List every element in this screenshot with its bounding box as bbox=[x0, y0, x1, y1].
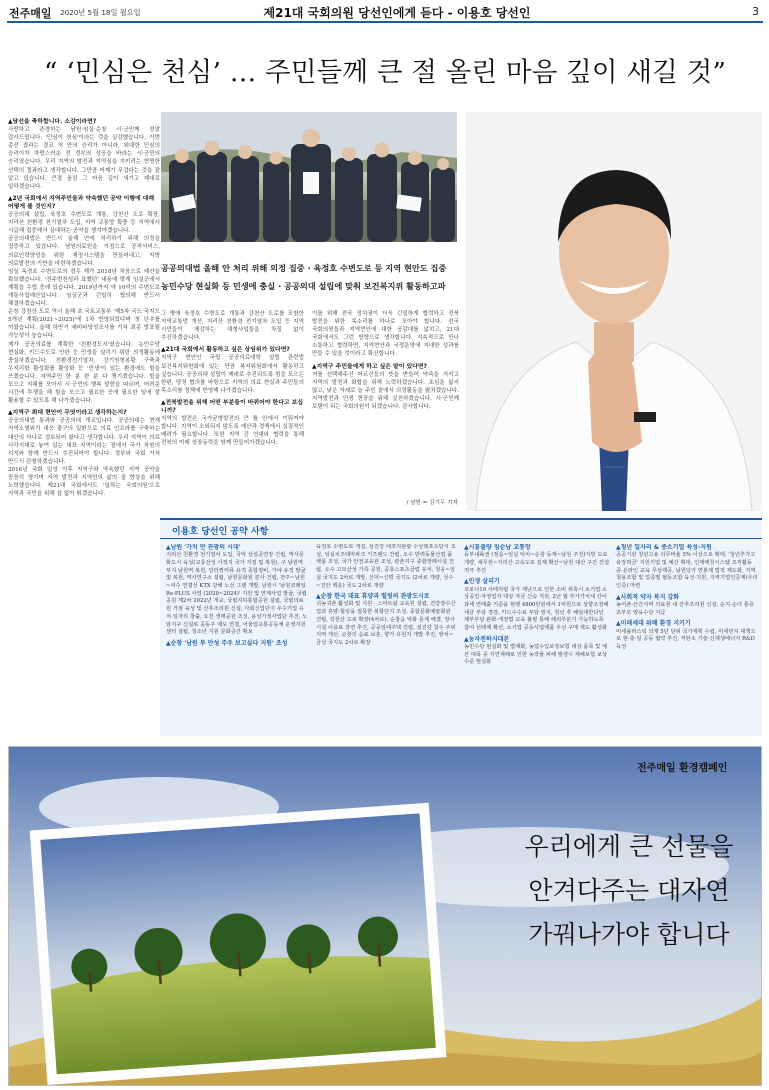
pledge-5-title: ▲시흥불량 임순남 교통망 bbox=[464, 544, 531, 551]
pledge-column-3 bbox=[464, 544, 610, 734]
question-2: ▲2년 국회에서 지역주민들과 약속했던 공약 이행에 대해 어떻게 볼 것인지? bbox=[8, 195, 155, 210]
headline: “ ‘민심은 천심’ … 주민들께 큰 절 올린 마음 깊이 새길 것” bbox=[43, 57, 727, 88]
pledge-2-title: ▲순창 '남원 투 안성 주우 보고싶다 지원' 조성 bbox=[166, 639, 288, 647]
pledge-3-body: 육정호 수변도로 개설, 섬진강 에코지관광 수상레포츠단지 조성, 임실치즈테마파크 키즈랜드 건립, 오수 반려동물산업 플랫폼 조성, 국가 안전교육원 조성, 관촌지구 종합장례시설 건립, 오수 고모산성 가족 공원, 공룡스포츠클럽 유치, 청웅~임실 국지도 2차로 개발, 신덕~신평 국지도 (2차로 개량, 성수~진안 백운) 국도 2차로 개량 bbox=[316, 544, 456, 589]
pledge-1-title: ▲남원 '가치 만 관광의 시대' bbox=[166, 544, 241, 551]
pledge-6-body: 코로나19 사태처럼 국가 재난으로 인한 소비 위축시 소기업·소상공인·자영업자 대상 자금 신속 지원, 2년 월 부가가치세 간이과세 연매출 기준을 현행 4800만원에서 1억원으로 상향조정해 세금 부담 경감, 카드수수료 부담 방지, 청년 추 해임대한다던 제부부담 완화·개정법 교육 불필 통해 해외부분기 가능하도록 참여 선택제 확산, 소기업 공동사업제품 우선 구매 제도 활성화 bbox=[464, 586, 609, 632]
answer-2: 공공의대 설립, 육정호 수변도로 개통, 강천산 도로 확장, 지리산 친환경 전기열차 도입, 지역 교통망 확충 등 지역에서 시급해 집중해서 실대하는 공약을 챙겨야겠습니다. 공공의대법은 반드시 올해 안에 처리하기 위해 의정을 집중하고 있습니다. 남원의료원을 거점으로 공적서비스, 의료인력양성을 위한 재정시스템을 만들어내고, 지방 의료발전의 기반을 마련하겠습니다. 임실 옥정호 수변도로의 경우 제가 2018년 처음으로 예산을 확보했습니다. '전주번찬성과 표했던' 내용에 맞게 임실군에서 계획을 수립 중에 있습니다. 2019년까지 약 10억의 수변도로 개통사업예산입니다. 임실군과 긴밀히 협의해 반드시 해결하겠습니다. 순창 강천산 도로 역시 올해 초 국토교통부 '제5차 국도·국지도 5개년 계획(2021~2025)'에 1차 반영되었다며 첫 단추를 끼웠습니다. 올해 하반기 예비타당성조사를 거쳐 최종 발표될 가능성이 높습니다. 제가 공공의료를 계획한 '친환경도시'였습니다. 농민수당 현실화, 키드수도로 인한 등 민생을 살리기 위한 의정활동에 충실하겠습니다. 친환경전기열차, 강기원형봉황 구축과 우지리항 활성화를 활성화 등 '민생'이 있는 환경에도 힘을 쓰겠습니다. 지역주민 한 분 한 분 다 챙기겠습니다. 힘을 모으고 지혜를 모아서 시·군민의 행복 말씀을 따르며, 어려운 시간에 투쟁을 해 힘을 모으고 필요한 곳에 필요한 일에 잘 활용할 수 있도록 해 나가겠습니다. bbox=[8, 212, 160, 405]
pledge-box-title: 이용호 당선인 공약 사항 bbox=[172, 527, 269, 537]
pledge-10-body: 미세플라스틱 의제 5년 단위 국가계획 수립, 미세먼지 대책으로 현·충·일 공동 협약 추진, 저탄소 기술·신재생에너지 R&D 육성 bbox=[616, 628, 756, 650]
pledge-8-title: ▲청년 일자리 & 중소기업 육성·지원 bbox=[616, 544, 712, 551]
subhead-1: 공공의대법 올해 안 처리 위해 의정 집중 · 육정호 수변도로 등 지역 현안도 집중 bbox=[161, 263, 447, 273]
pledge-9-body: 농어촌·산간지역 의료원 내 산후조리원 신설, 순지·순녀 통증 조부모 양육수당 지급 bbox=[616, 601, 754, 616]
question-3: ▲지역구 최대 현안이 무엇이라고 생각하는지? bbox=[8, 410, 127, 417]
question-4: ▲21대 국회에서 활동하고 싶은 상임위가 있다면? bbox=[161, 347, 290, 354]
answer-4: 지역구 현안인 국립 공공의료대학 설립 관련법 보건복지위원회에 있는 만큼 복지위원회에서 활동하고 싶습니다. 공공의대 설립이 제대로 추진되도록 힘을 모으는 한편, 당정 협의를 바탕으로 지역의 의료 현실과 주민들의 목소리를 정책에 반영해 나가겠습니다. bbox=[161, 355, 304, 394]
campaign-crowd-photo bbox=[161, 112, 457, 242]
pledge-box bbox=[160, 518, 762, 736]
pledge-6-title: ▲민생 살리기 bbox=[464, 578, 500, 586]
pledge-9-title: ▲사회적 약자 복지 강화 bbox=[616, 593, 680, 601]
answer-6: 저를 선택해주신 어르신들의 뜻을 받들어 약속을 지키고 지역의 발전과 화합을 위해 노력하겠습니다. 초심을 잃지 않고, 낮은 자세로 늘 주민 곁에서 의정활동을 펼치겠습니다. 지역발전과 민생 현장을 위해 실천하겠습니다. 시·군민께 보탬이 되는 국회의원이 되겠습니다. 감사합니다. bbox=[312, 371, 459, 411]
page-number: 3 bbox=[752, 5, 759, 18]
interview-column-3 bbox=[312, 310, 459, 490]
answer-1: 사랑하고 존경하는 남원·임실·순창 시·군민께 정말 감사드립니다. '민심이 천심'이라는 것을 실감했습니다. 이번 총선 결과는 결코 저 만의 승리가 아니라, 위대한 민심의 승리이자 자랑스러운 전 정부의 성공을 바라는 시·군민의 승리였습니다. 우리 지역의 발전과 지역심을 지키려는 현명한 선택의 결과라고 생각합니다. 그만큼 어깨가 무겁다는 것을 잘 알고 있습니다. 큰절 올린 그 마음 깊이 새기고 제대로 일하겠습니다. bbox=[8, 127, 160, 190]
campaign-line-1: 우리에게 큰 선물을 bbox=[524, 832, 734, 861]
pledge-4-body: 귀농귀촌 활성화 및 지원 · 스마트팜 교육원 설립, 건강장수산업과 휴양·힐링을 접목한 복합단지 조성, 종합문화예술회관 건립, 강천산 도로 확장(4차로), 순창읍 악화 문제 해결, 장사시설 이용료 감면 추진, 공공임대주택 건립, 섬진강 참수 주위 지역 개선, 순창의 음료 보훈, 향가 유원지 개발 추진, 쌍치~금성 국지도 2차로 확장 bbox=[316, 601, 456, 646]
answer-5-continued: 이를 위해 전국 정치권이 더욱 긴밀하게 협력하고 전북 발전을 위한 목소리를 하나로 모아야 합니다. 전국 국회의원들과 지역현안에 대한 공감대를 넓히고, 21대 국회에서도 그런 방향으로 생각합니다. 지속적으로 만나 소통하고 협력하면, 지역현안과 국정운영에 지대한 성과를 만들 수 있을 것이라고 확신합니다. bbox=[312, 311, 459, 358]
masthead-date: 2020년 5월 18일 월요일 bbox=[60, 8, 141, 17]
portrait-graphic bbox=[466, 112, 762, 511]
campaign-line-2: 안겨다주는 대자연 bbox=[528, 876, 730, 905]
pledge-column-2 bbox=[316, 544, 456, 734]
pledge-5-body: 동부내륙권 (정읍~임실 덕치~순창 동계~남원 주천)지방 도로 개량, 세무원~지리산 고속도로 김제 확산~남원 대산 구간 건설 적극 추진 bbox=[464, 552, 610, 574]
pledge-column-4 bbox=[616, 544, 758, 734]
pledge-7-title: ▲농자천하지대본 bbox=[464, 635, 510, 643]
candidate-portrait bbox=[466, 112, 762, 511]
environment-campaign-ad bbox=[8, 746, 762, 1086]
question-6: ▲지역구 주민들에게 하고 싶은 말이 있다면? bbox=[312, 363, 427, 370]
answer-3: 공공의대법 통과와 공공의대 개교입니다. 공공의대는 현재 지역소멸위기 대응 출구의 일환으로 의료 인프라를 구축하는 대안의 하나로 검토되어 왔다고 생각합니다. 우리 지역이 의료 사각지대로 놓여 있는 대표 지역이라는 점에서 국가 차원의 의지와 함께 반드시 추진되어야 합니다. 정부와 국회 거쳐 반드시 관철하겠습니다. 2016년 국회 입성 이후 지역구와 약속했던 지역 공약을 꼼꼼히 챙기며 지역 발전과 지역민의 삶의 질 향상을 위해 노력했습니다. 제21대 국회에서도 '일하는 국회의원'으로 지역과 국민을 위해 쉼 없이 뛰겠습니다. bbox=[8, 418, 160, 498]
crowd-photo-graphic bbox=[161, 112, 457, 242]
pledge-10-title: ▲미래세대 위해 환경 지키기 bbox=[616, 620, 691, 628]
interview-column-2 bbox=[161, 310, 304, 510]
byline: / 남원 = 김기두 기자 bbox=[406, 500, 458, 506]
pledge-1-body: 지리산 친환경 전기열차 도입, 국악 상설공연장 건립, 역사문화도시 육성(교룡산성 사적지 국가 지정 및 복원), 구 남원역 부지 남원역 복원, 인터퀵커뮤 유적 종합정비, 가야 유적 발굴 및 복원, 역사연구소 설립, 남원문화원 분사 건립, 전주~남원~여수 연결선 KTX 강해 노선 그랜 개발, 남원시 '남원코레일 Re-PLUS 사업 (2020~2024)' 지원 및 연계사업 발굴, 국립공원 제2차 2022년 개교, 국립지하통합공원 설립, 국립의료원 거점 육성 및 산후조리원 신설, 사회신업단지 우수기업 유치·일자리 창출, 요천 생태공원 조성, 용성가정사업단 추진, 노암지구 신설로 공동주 제도 연결, 어울림교통공동체 운영지원센터 설립, 청소년 지원 문화공간 확보 bbox=[166, 552, 308, 636]
question-1: ▲당선을 축하합니다. 소감이라면? bbox=[8, 119, 97, 125]
pledge-8-body: 공공기관 청년고용 의무비율 5% 이상으로 확대, '청년추가고용장려금' 지원기업 및 예산 확대, 인재매칭시스템 조직활동 중 온라인 교육 무상제공, 남원당가 연봉제 법적 제도화, 지역청용조합 및 업종별 협동조합 육성·지원, 지역기업인증제(우리인증) 마련 bbox=[616, 552, 758, 590]
pledge-column-1 bbox=[166, 544, 308, 734]
masthead-paper-name: 전주매일 bbox=[9, 7, 52, 20]
interview-column-1 bbox=[8, 118, 160, 730]
section-title: 제21대 국회의원 당선인에게 듣다 - 이용호 당선인 bbox=[263, 6, 531, 20]
subhead-2: 농민수당 현실화 등 민생에 충실 · 공공의대 설립에 맞춰 보건복지위 활동하고파 bbox=[161, 281, 446, 291]
header-rule bbox=[7, 21, 763, 23]
question-5: ▲전북발전을 위해 어떤 부분들이 바뀌어야 한다고 보십니까? bbox=[161, 399, 304, 415]
pledge-4-title: ▲순창 한국 대표 휴양과 힐링의 관광도시로 bbox=[316, 593, 430, 601]
pledge-7-body: 농민수당 현실화 및 법제화, 농업수입보장보험 대상 품목 및 예산 대폭 증 지연재해로 인한 농작물 피해 발생시 재해보험 보상 수준 현실화 bbox=[464, 643, 608, 666]
campaign-line-3: 가꿔나가야 합니다 bbox=[528, 920, 730, 949]
campaign-label: 전주매일 환경캠페인 bbox=[637, 763, 728, 774]
answer-5: 지역의 발전은 국가균형발전의 큰 틀 안에서 이뤄져야 합니다. 지역이 소외되지 않도록 예산과 정책에서 실질적인 배려가 필요합니다. 또한 지역 간 연대와 협력을 통해 전북의 미래 성장동력을 함께 만들어가겠습니다. bbox=[161, 416, 304, 447]
answer-continued: 그 밖에 육정호 수변도로 개통과 강천산 도로를 포함한 지역교통망 개선, 지리산 친환경 전기열차 도입 등 지역 시민들이 체감하는 대형사업들을 차질 없이 추진하겠습니다. bbox=[161, 311, 304, 342]
